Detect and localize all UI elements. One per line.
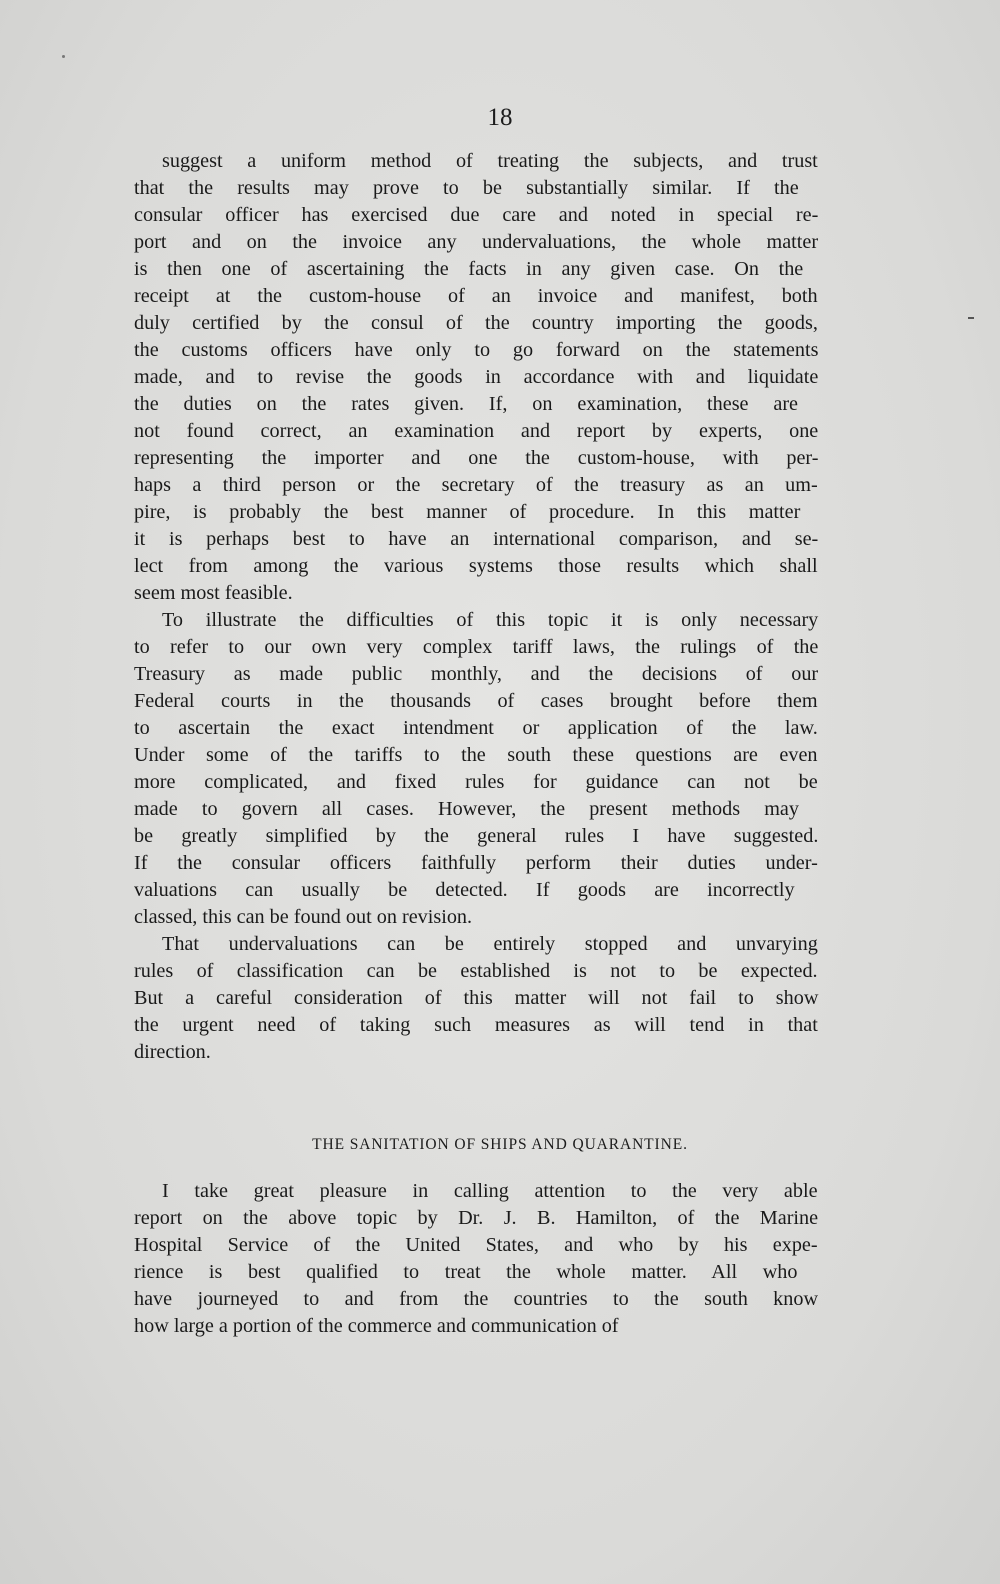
text-line: classed, this can be found out on revision. <box>134 906 473 928</box>
text-line: report on the above topic by Dr. J. B. Hamilton, of the Marine <box>134 1207 819 1229</box>
margin-mark <box>968 317 974 319</box>
body-text-bottom <box>134 1178 818 1340</box>
text-line: that the results may prove to be substantially similar. If the <box>134 177 799 199</box>
text-line: duly certified by the consul of the country importing the goods, <box>134 312 818 334</box>
text-line: That undervaluations can be entirely stopped and unvarying <box>162 933 818 955</box>
paper-speck <box>62 55 65 58</box>
text-line: more complicated, and fixed rules for guidance can not be <box>134 771 818 793</box>
text-line: valuations can usually be detected. If goods are incorrectly <box>134 879 795 901</box>
text-line: haps a third person or the secretary of the treasury as an um- <box>134 474 818 496</box>
text-line: not found correct, an examination and report by experts, one <box>134 420 819 442</box>
body-text-top <box>134 148 818 1066</box>
text-line: the duties on the rates given. If, on examination, these are <box>134 393 799 415</box>
text-line: is then one of ascertaining the facts in any given case. On the <box>134 258 804 280</box>
page-number: 18 <box>487 104 513 131</box>
section-heading: THE SANITATION OF SHIPS AND QUARANTINE. <box>312 1136 688 1153</box>
text-line: direction. <box>134 1041 211 1063</box>
text-line: made to govern all cases. However, the present methods may <box>134 798 799 820</box>
text-line: To illustrate the difficulties of this topic it is only necessary <box>162 609 819 631</box>
text-line: Under some of the tariffs to the south these questions are even <box>134 744 818 766</box>
text-line: it is perhaps best to have an international comparison, and se- <box>134 528 819 550</box>
text-line: to ascertain the exact intendment or application of the law. <box>134 717 818 739</box>
text-line: consular officer has exercised due care and noted in special re- <box>134 204 819 226</box>
text-line: Federal courts in the thousands of cases brought before them <box>134 690 818 712</box>
text-line: made, and to revise the goods in accordance with and liquidate <box>134 366 819 388</box>
text-line: suggest a uniform method of treating the subjects, and trust <box>162 150 818 172</box>
text-line: the customs officers have only to go forward on the statements <box>134 339 819 361</box>
text-line: how large a portion of the commerce and communication of <box>134 1315 619 1337</box>
text-line: lect from among the various systems those results which shall <box>134 555 818 577</box>
text-line: But a careful consideration of this matter will not fail to show <box>134 987 819 1009</box>
text-line: port and on the invoice any undervaluations, the whole matter <box>134 231 819 253</box>
text-line: pire, is probably the best manner of procedure. In this matter <box>134 501 801 523</box>
text-line: rience is best qualified to treat the whole matter. All who <box>134 1261 798 1283</box>
text-line: the urgent need of taking such measures as will tend in that <box>134 1014 818 1036</box>
text-line: have journeyed to and from the countries to the south know <box>134 1288 819 1310</box>
text-line: seem most feasible. <box>134 582 293 604</box>
text-line: Treasury as made public monthly, and the decisions of our <box>134 663 819 685</box>
text-line: Hospital Service of the United States, and who by his expe- <box>134 1234 818 1256</box>
text-line: be greatly simplified by the general rules I have suggested. <box>134 825 819 847</box>
text-line: rules of classification can be established is not to be expected. <box>134 960 818 982</box>
text-line: representing the importer and one the custom-house, with per- <box>134 447 819 469</box>
text-line: I take great pleasure in calling attention to the very able <box>162 1180 818 1202</box>
text-line: If the consular officers faithfully perform their duties under- <box>134 852 818 874</box>
text-line: receipt at the custom-house of an invoice and manifest, both <box>134 285 818 307</box>
text-line: to refer to our own very complex tariff laws, the rulings of the <box>134 636 819 658</box>
